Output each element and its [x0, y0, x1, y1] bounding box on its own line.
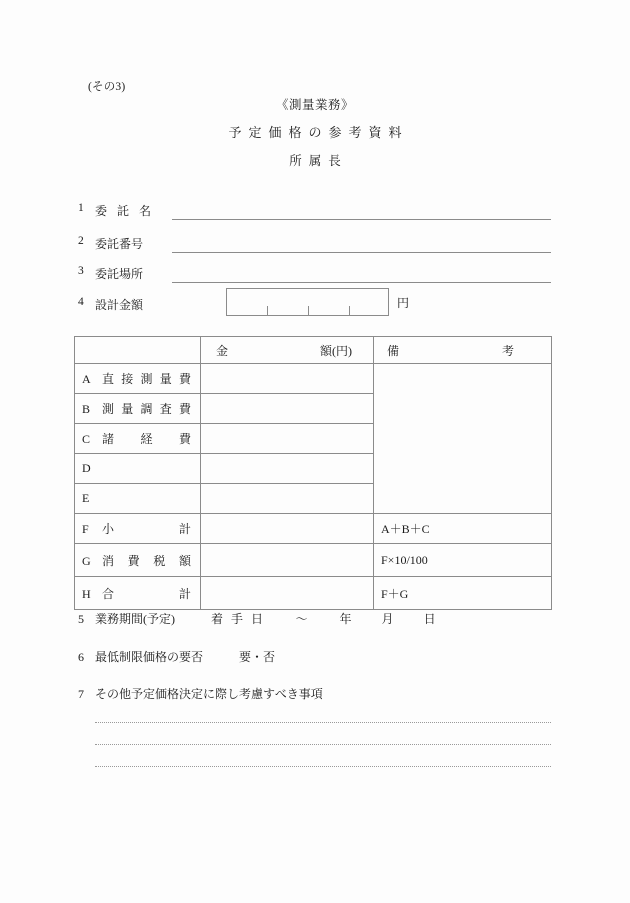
amount-cell-a[interactable]	[201, 364, 374, 394]
row-label-c	[75, 424, 201, 454]
item-number: 6	[78, 650, 84, 664]
item-row-minimum-price	[78, 648, 275, 665]
field-label-consignment-name: 委 託 名	[95, 204, 155, 218]
row-label-d	[75, 454, 201, 484]
header-cell-blank	[75, 337, 201, 364]
row-letter: A	[82, 372, 91, 386]
consignment-number-input-rule[interactable]	[172, 252, 551, 253]
row-name-char: 量	[121, 402, 134, 416]
field-row-consignment-name	[78, 202, 558, 224]
cost-breakdown-table	[74, 336, 552, 610]
table-row	[75, 514, 552, 544]
item-label-other-considerations: その他予定価格決定に際し考慮すべき事項	[95, 687, 323, 701]
row-letter: C	[82, 432, 91, 446]
row-label-g	[75, 544, 201, 577]
amount-cell-h[interactable]	[201, 577, 374, 610]
row-name-c	[102, 430, 193, 447]
row-letter: G	[82, 553, 91, 568]
start-date-label[interactable]: 着 手 日	[211, 612, 266, 626]
row-name-h	[102, 585, 193, 602]
field-number: 3	[78, 265, 84, 277]
amount-tick-mark	[349, 306, 350, 315]
item-number: 5	[78, 612, 84, 626]
month-label[interactable]: 月	[381, 612, 394, 626]
row-name-char: 額	[178, 553, 191, 568]
field-label-design-amount: 設計金額	[95, 298, 144, 312]
row-name-char: 測	[140, 372, 153, 386]
amount-cell-c[interactable]	[201, 424, 374, 454]
row-label-h	[75, 577, 201, 610]
row-name-char: 経	[140, 432, 153, 446]
row-name-char: 測	[102, 402, 115, 416]
amount-cell-e[interactable]	[201, 484, 374, 514]
row-name-char: 計	[178, 586, 191, 601]
header-amount-left: 金	[216, 343, 229, 358]
note-cell-f: A＋B＋C	[374, 514, 552, 544]
note-cell-merged[interactable]	[374, 364, 552, 514]
amount-cell-d[interactable]	[201, 454, 374, 484]
note-cell-g: F×10/100	[374, 544, 552, 577]
row-name-char: 費	[127, 553, 140, 568]
row-letter: B	[82, 402, 91, 416]
page-title: 予定価格の参考資料	[228, 125, 409, 140]
row-name-char: 諸	[102, 432, 115, 446]
amount-cell-f[interactable]	[201, 514, 374, 544]
row-name-b	[102, 400, 193, 417]
row-letter: E	[82, 491, 90, 505]
row-letter: F	[82, 522, 89, 536]
row-name-char: 合	[102, 586, 115, 601]
row-name-f	[102, 520, 193, 537]
field-label-consignment-place: 委託場所	[95, 267, 144, 281]
item-label-minimum-price: 最低制限価格の要否	[95, 650, 204, 664]
sheet-number: (その3)	[88, 81, 126, 93]
field-row-consignment-place	[78, 265, 558, 287]
header-cell-note	[374, 337, 552, 364]
note-cell-h: F＋G	[374, 577, 552, 610]
field-number: 2	[78, 235, 84, 247]
amount-tick-mark	[267, 306, 268, 315]
row-name-char: 直	[102, 372, 115, 386]
item-row-work-period	[78, 610, 436, 627]
row-name-char: 税	[153, 553, 166, 568]
row-name-char: 査	[159, 402, 172, 416]
field-number: 1	[78, 202, 84, 214]
item-label-work-period: 業務期間(予定)	[95, 612, 175, 626]
field-number: 4	[78, 296, 84, 308]
row-label-a	[75, 364, 201, 394]
field-row-consignment-number	[78, 235, 558, 257]
row-name-char: 接	[121, 372, 134, 386]
amount-tick-mark	[308, 306, 309, 315]
day-label[interactable]: 日	[423, 612, 436, 626]
table-row	[75, 577, 552, 610]
design-amount-input-box[interactable]	[226, 288, 389, 316]
row-letter: H	[82, 586, 91, 601]
consignment-name-input-rule[interactable]	[172, 219, 551, 220]
table-header-row	[75, 337, 552, 364]
note-line-1[interactable]	[95, 722, 551, 723]
row-label-e	[75, 484, 201, 514]
item-row-other-considerations	[78, 685, 323, 702]
row-name-g	[102, 552, 193, 569]
row-label-b	[75, 394, 201, 424]
note-line-3[interactable]	[95, 766, 551, 767]
row-label-f	[75, 514, 201, 544]
row-name-char: 計	[178, 522, 191, 536]
item-number: 7	[78, 687, 84, 701]
row-name-char: 消	[102, 553, 115, 568]
row-name-char: 小	[102, 522, 115, 536]
header-note-left: 備	[387, 343, 400, 358]
row-name-char: 費	[178, 402, 191, 416]
year-label[interactable]: 年	[339, 612, 352, 626]
yen-unit-label: 円	[397, 296, 410, 310]
row-name-char: 調	[140, 402, 153, 416]
header-cell-amount	[201, 337, 374, 364]
department-head-label: 所属長	[289, 154, 348, 168]
document-kind: 《測量業務》	[275, 98, 354, 112]
header-note-right: 考	[501, 343, 514, 358]
header-amount-right: 額(円)	[320, 343, 352, 358]
row-name-char: 量	[159, 372, 172, 386]
row-name-char: 費	[178, 432, 191, 446]
row-name-char: 費	[178, 372, 191, 386]
note-line-2[interactable]	[95, 744, 551, 745]
amount-cell-g[interactable]	[201, 544, 374, 577]
row-name-a	[102, 370, 193, 387]
range-mark: ～	[295, 612, 308, 626]
consignment-place-input-rule[interactable]	[172, 282, 551, 283]
minimum-price-choice[interactable]: 要・否	[239, 650, 276, 664]
table-row	[75, 364, 552, 394]
row-letter: D	[82, 461, 91, 475]
field-label-consignment-number: 委託番号	[95, 237, 144, 251]
amount-cell-b[interactable]	[201, 394, 374, 424]
table-row	[75, 544, 552, 577]
